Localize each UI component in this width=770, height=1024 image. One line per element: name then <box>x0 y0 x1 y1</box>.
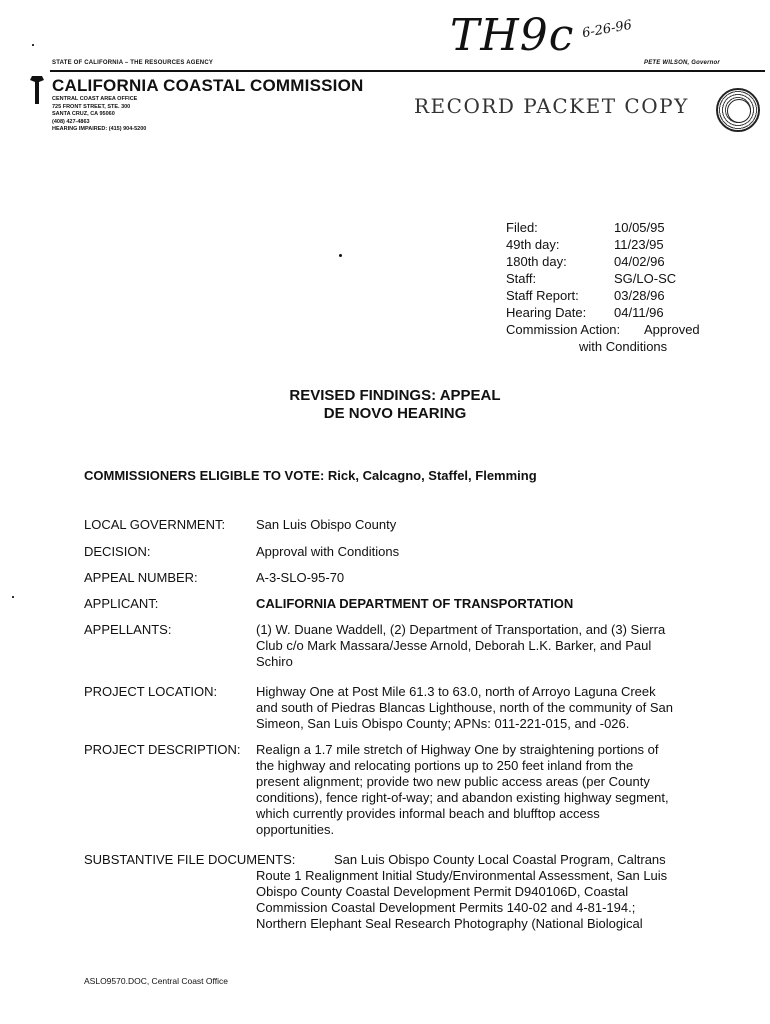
day180-label: 180th day: <box>506 254 567 269</box>
scan-speck <box>32 44 34 46</box>
staff-report-value: 03/28/96 <box>614 288 665 303</box>
governor-line: PETE WILSON, Governor <box>644 60 720 66</box>
agency-line: STATE OF CALIFORNIA – THE RESOURCES AGENCY <box>52 60 214 66</box>
file-documents-line: Northern Elephant Seal Research Photography (National Biological <box>256 916 643 931</box>
file-documents-line: Route 1 Realignment Initial Study/Environmental Assessment, San Luis <box>256 868 668 883</box>
project-location-value <box>256 684 673 732</box>
hearing-date-value: 04/11/96 <box>614 305 664 320</box>
state-seal-icon <box>716 88 760 132</box>
bear-logo-icon <box>28 74 46 106</box>
handwritten-initials: 6-26-96 <box>581 17 634 42</box>
footer-filename: ASLO9570.DOC, Central Coast Office <box>84 976 228 986</box>
project-description-line: which currently provides informal beach and blufftop access <box>256 806 600 821</box>
filing-info <box>506 220 736 360</box>
file-documents-label: SUBSTANTIVE FILE DOCUMENTS: <box>84 852 296 867</box>
report-title-line1: REVISED FINDINGS: APPEAL <box>289 387 501 404</box>
day49-label: 49th day: <box>506 237 560 252</box>
staff-value: SG/LO-SC <box>614 271 677 286</box>
appeal-number-label: APPEAL NUMBER: <box>84 570 198 585</box>
file-documents-value <box>256 868 667 932</box>
file-documents-first-line: San Luis Obispo County Local Coastal Program, Caltrans <box>334 852 666 867</box>
project-description-line: the highway and relocating portions up to 250 feet inland from the <box>256 758 634 773</box>
commission-action-value: Approved <box>644 322 700 337</box>
day49-value: 11/23/95 <box>614 237 664 252</box>
appellants-line: Club c/o Mark Massara/Jesse Arnold, Deborah L.K. Barker, and Paul <box>256 638 652 653</box>
hearing-date-label: Hearing Date: <box>506 305 587 320</box>
appellants-line: Schiro <box>256 654 293 669</box>
appellants-line: (1) W. Duane Waddell, (2) Department of Transportation, and (3) Sierra <box>256 622 666 637</box>
scan-speck <box>12 596 14 598</box>
commission-name: CALIFORNIA COASTAL COMMISSION <box>52 76 364 95</box>
filed-value: 10/05/95 <box>614 220 665 235</box>
address-line: HEARING IMPAIRED: (415) 904-5200 <box>52 126 147 132</box>
staff-label: Staff: <box>506 271 537 286</box>
report-title-line2: DE NOVO HEARING <box>323 405 467 422</box>
appeal-number-value: A-3-SLO-95-70 <box>256 570 345 585</box>
project-location-line: Highway One at Post Mile 61.3 to 63.0, north of Arroyo Laguna Creek <box>256 684 656 699</box>
project-location-label: PROJECT LOCATION: <box>84 684 218 699</box>
letterhead-rule <box>50 70 765 72</box>
commission-action-label: Commission Action: <box>506 322 621 337</box>
address-line: 725 FRONT STREET, STE. 300 <box>52 103 131 110</box>
project-description-line: opportunities. <box>256 822 335 837</box>
address-line: SANTA CRUZ, CA 95060 <box>52 111 115 117</box>
staff-report-label: Staff Report: <box>506 288 579 303</box>
eligible-commissioners: COMMISSIONERS ELIGIBLE TO VOTE: Rick, Calcagno, Staffel, Flemming <box>84 468 537 483</box>
address-line: (408) 427-4863 <box>52 118 90 125</box>
project-description-value <box>256 742 669 838</box>
project-description-line: present alignment; provide two new public access areas (per County <box>256 774 650 789</box>
office-address <box>52 96 146 134</box>
record-packet-stamp: RECORD PACKET COPY <box>414 94 689 118</box>
commission-action-value-cont: with Conditions <box>579 339 668 354</box>
appellants-value <box>256 622 665 670</box>
file-documents-line: Obispo County Coastal Development Permit D940106D, Coastal <box>256 884 629 899</box>
project-description-line: Realign a 1.7 mile stretch of Highway One by straightening portions of <box>256 742 659 757</box>
handwritten-item-code: TH9c <box>450 10 575 61</box>
local-government-label: LOCAL GOVERNMENT: <box>84 517 226 532</box>
local-government-value: San Luis Obispo County <box>256 517 397 532</box>
project-description-label: PROJECT DESCRIPTION: <box>84 742 241 757</box>
project-location-line: Simeon, San Luis Obispo County; APNs: 011-221-015, and -026. <box>256 716 630 731</box>
address-line: CENTRAL COAST AREA OFFICE <box>52 96 138 102</box>
appellants-label: APPELLANTS: <box>84 622 172 637</box>
speck <box>339 254 342 257</box>
project-location-line: and south of Piedras Blancas Lighthouse, north of the community of San <box>256 700 673 715</box>
day180-value: 04/02/96 <box>614 254 665 269</box>
decision-value: Approval with Conditions <box>256 544 400 559</box>
applicant-value: CALIFORNIA DEPARTMENT OF TRANSPORTATION <box>256 596 574 611</box>
file-documents-line: Commission Coastal Development Permits 140-02 and 4-81-194.; <box>256 900 636 915</box>
applicant-label: APPLICANT: <box>84 596 159 611</box>
decision-label: DECISION: <box>84 544 151 559</box>
filed-label: Filed: <box>506 220 538 235</box>
project-description-line: conditions), fence right-of-way; and abandon existing highway segment, <box>256 790 669 805</box>
